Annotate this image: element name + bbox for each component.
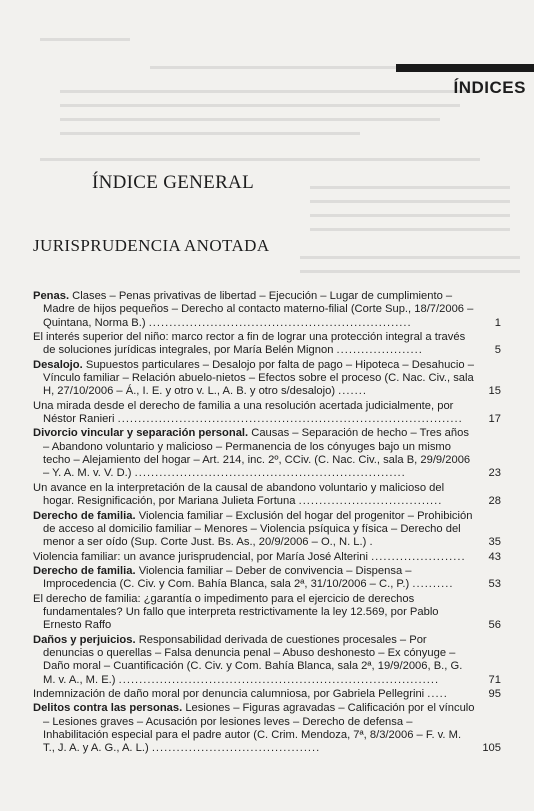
page-number: 5 <box>494 344 501 357</box>
entry-lead: Divorcio vincular y separación personal. <box>33 427 249 440</box>
page-number: 28 <box>488 495 501 508</box>
entry-text: Violencia familiar – Deber de convivencia – Dispensa – Improcedencia (C. Civ. y Com. Bahía Blanca, sala 2ª, 31/10/2006 – C., P.) <box>43 564 413 591</box>
entry-text: Indemnización de daño moral por denuncia calumniosa, por Gabriela Pellegrini <box>33 687 428 700</box>
leader-dots: ..... <box>427 687 448 700</box>
index-entry[interactable] <box>33 482 501 509</box>
page-number: 17 <box>488 413 501 426</box>
entry-text: Clases – Penas privativas de libertad – Ejecución – Lugar de cumplimiento – Madre de hijos pequeños – Derecho al contacto materno-filial (Corte Sup., 18/7/2006 – Quintana, Norma B.) <box>43 290 474 329</box>
leader-dots: ....................... <box>371 550 466 563</box>
index-entries <box>33 290 501 756</box>
index-entry[interactable] <box>33 551 501 564</box>
leader-dots: ................................................................ <box>148 316 412 329</box>
index-entry[interactable] <box>33 688 501 701</box>
section-header-label: ÍNDICES <box>453 78 526 97</box>
entry-lead: Daños y perjuicios. <box>33 633 136 646</box>
page-number: 71 <box>488 673 501 686</box>
entry-lead: Derecho de familia. <box>33 509 136 522</box>
page-number: 105 <box>482 742 501 755</box>
leader-dots: ......................................... <box>151 742 321 755</box>
page-number: 1 <box>494 316 501 329</box>
leader-dots: ................................... <box>298 495 443 508</box>
entry-text: Violencia familiar – Exclusión del hogar del progenitor – Prohibición de acceso al domicilio familiar – Menores – Violencia psíquica y física – Derecho del menor a ser oído (Sup. Corte Just. Bs. As., 20/9/2006 – O., N. L.) <box>43 509 473 549</box>
page-number: 35 <box>488 536 501 549</box>
index-entry[interactable] <box>33 359 501 399</box>
entry-text: Un avance en la interpretación de la causal de abandono voluntario y malicioso del hogar. Resignificación, por Mariana Julieta Fortuna <box>33 481 445 508</box>
entry-text: Responsabilidad derivada de cuestiones procesales – Por denuncias o querellas – Falsa denuncia penal – Abuso deshonesto – Ex cónyuge – Daño moral – Cuantificación (C. Civ. y Com. Bahía Blanca, sala 2ª, 19/9/2006, B., G. M. v. A., M. E.) <box>43 633 463 686</box>
entry-lead: Derecho de familia. <box>33 564 136 577</box>
entry-text: Lesiones – Figuras agravadas – Calificación por el vínculo – Lesiones graves – Acusación por lesiones leves – Derecho de defensa – Inhabilitación especial para el padre autor (C. Crim. Mendoza, 7ª, 8/3/2006 – F. v. M. T., J. A. y A. G., A. L.) <box>43 702 475 755</box>
leader-dots: .................................................................. <box>134 467 406 480</box>
entry-text: Supuestos particulares – Desalojo por falta de pago – Hipoteca – Desahucio – Vínculo familiar – Relación abuelo-nietos – Efectos sobre el proceso (C. Nac. Civ., sala H, 27/10/2006 – Á., I. E. y otro v. L., A. B. y otro s/desalojo) <box>43 358 474 398</box>
index-entry[interactable] <box>33 702 501 755</box>
entry-text: Violencia familiar: un avance jurisprudencial, por María José Alterini <box>33 550 372 563</box>
index-entry[interactable] <box>33 290 501 330</box>
index-entry[interactable] <box>33 634 501 687</box>
leader-dots: .......... <box>412 578 454 591</box>
header-bar <box>396 64 534 72</box>
entry-lead: Delitos contra las personas. <box>33 702 183 715</box>
index-entry[interactable] <box>33 593 501 633</box>
leader-dots: .............................................................................. <box>118 673 440 686</box>
section-header <box>396 64 534 98</box>
entry-text: El interés superior del niño: marco rector a fin de lograr una protección integral a través de soluciones jurídicas integrales, por María Belén Mignon <box>33 331 466 357</box>
leader-dots: ..................... <box>336 344 423 357</box>
leader-dots: . <box>369 536 374 549</box>
leader-dots: .................................................................................... <box>117 413 463 426</box>
page-number: 56 <box>488 619 501 632</box>
index-entry[interactable] <box>33 400 501 427</box>
section-title: JURISPRUDENCIA ANOTADA <box>33 236 270 255</box>
page-number: 53 <box>488 578 501 591</box>
index-entry[interactable] <box>33 565 501 592</box>
index-entry[interactable] <box>33 427 501 480</box>
page-number: 43 <box>488 550 501 563</box>
page-number: 95 <box>488 687 501 700</box>
page-number: 15 <box>488 385 501 398</box>
entry-text: El derecho de familia: ¿garantía o impedimento para el ejercicio de derechos fundamentales? Un fallo que interpreta restrictivamente la ley 12.569, por Pablo Ernesto Raffo <box>33 592 439 632</box>
page-number: 23 <box>488 467 501 480</box>
entry-lead: Desalojo. <box>33 358 83 371</box>
index-entry[interactable] <box>33 331 501 358</box>
entry-text: Causas – Separación de hecho – Tres años – Abandono voluntario y malicioso – Permanencia de los cónyuges bajo un mismo techo – Alejamiento del hogar – Art. 214, inc. 2º, CCiv. (C. Nac. Civ., sala B, 29/9/2006 – Y. A. M. v. V. D.) <box>43 427 471 480</box>
index-title: ÍNDICE GENERAL <box>92 172 254 193</box>
index-entry[interactable] <box>33 510 501 550</box>
entry-lead: Penas. <box>33 290 70 302</box>
entry-text: Una mirada desde el derecho de familia a una resolución acertada judicialmente, por Néstor Ranieri <box>33 399 454 426</box>
leader-dots: ....... <box>338 385 367 398</box>
